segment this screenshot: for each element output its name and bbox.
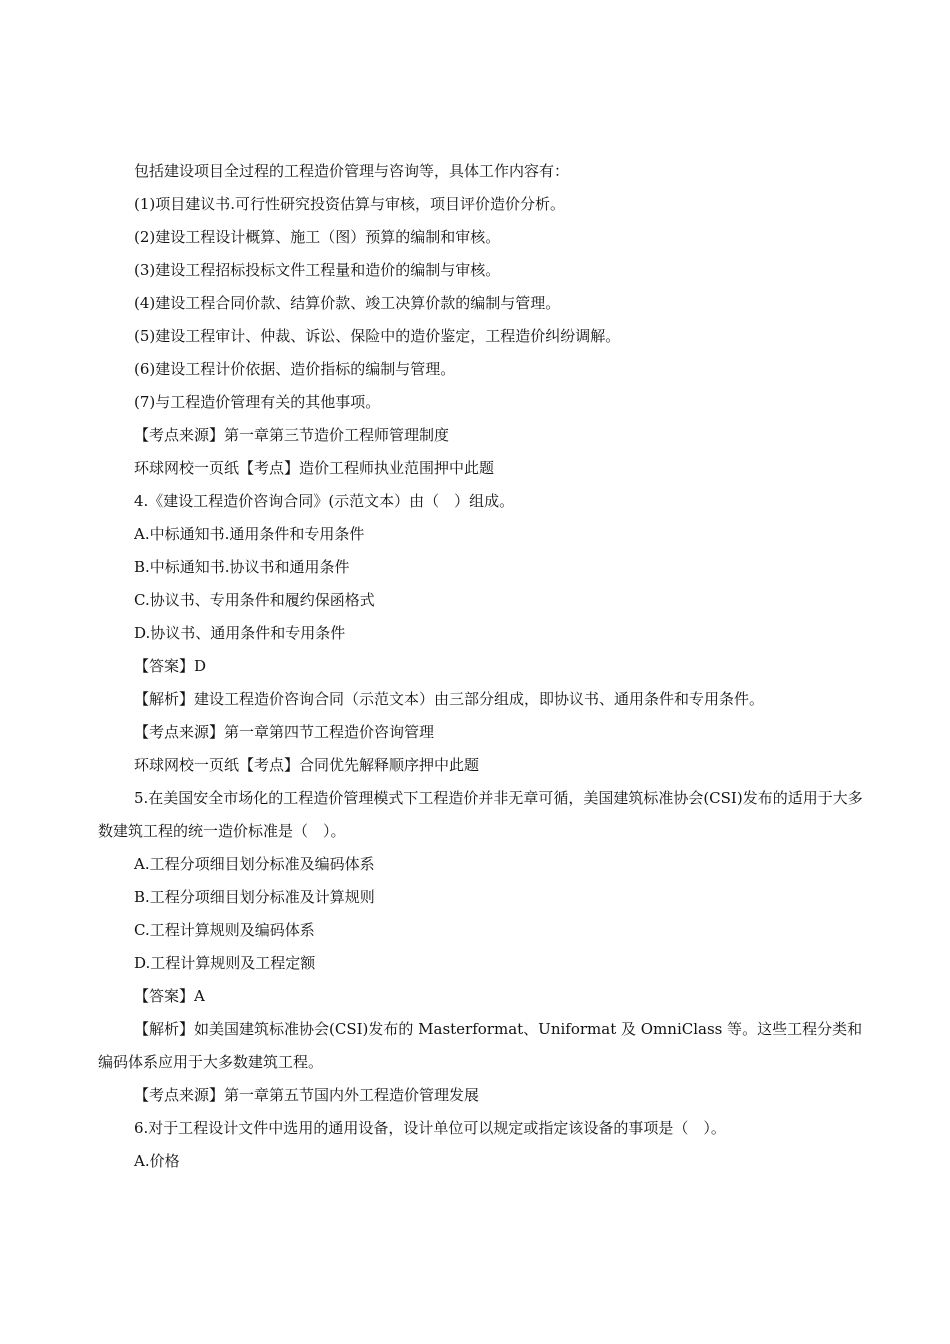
analysis: 【解析】建设工程造价咨询合同（示范文本）由三部分组成，即协议书、通用条件和专用条件。	[134, 690, 765, 708]
text-line: 包括建设项目全过程的工程造价管理与咨询等，具体工作内容有：	[134, 162, 570, 180]
source-note: 【考点来源】第一章第三节造价工程师管理制度	[134, 426, 450, 444]
option-c: C.工程计算规则及编码体系	[134, 921, 315, 939]
list-item: (6)建设工程计价依据、造价指标的编制与管理。	[134, 360, 456, 378]
list-item: (1)项目建议书.可行性研究投资估算与审核，项目评价造价分析。	[134, 195, 566, 213]
answer: 【答案】D	[134, 657, 207, 675]
option-d: D.协议书、通用条件和专用条件	[134, 624, 346, 642]
option-a: A.价格	[134, 1152, 180, 1170]
option-d: D.工程计算规则及工程定额	[134, 954, 316, 972]
option-c: C.协议书、专用条件和履约保函格式	[134, 591, 375, 609]
promo-note: 环球网校一页纸【考点】合同优先解释顺序押中此题	[134, 756, 480, 774]
option-b: B.中标通知书.协议书和通用条件	[134, 558, 350, 576]
list-item: (7)与工程造价管理有关的其他事项。	[134, 393, 381, 411]
option-a: A.中标通知书.通用条件和专用条件	[134, 525, 365, 543]
source-note: 【考点来源】第一章第四节工程造价咨询管理	[134, 723, 435, 741]
option-b: B.工程分项细目划分标准及计算规则	[134, 888, 375, 906]
option-a: A.工程分项细目划分标准及编码体系	[134, 855, 375, 873]
list-item: (3)建设工程招标投标文件工程量和造价的编制与审核。	[134, 261, 501, 279]
answer: 【答案】A	[134, 987, 205, 1005]
list-item: (5)建设工程审计、仲裁、诉讼、保险中的造价鉴定，工程造价纠纷调解。	[134, 327, 621, 345]
source-note: 【考点来源】第一章第五节国内外工程造价管理发展	[134, 1086, 480, 1104]
list-item: (2)建设工程设计概算、施工（图）预算的编制和审核。	[134, 228, 501, 246]
promo-note: 环球网校一页纸【考点】造价工程师执业范围押中此题	[134, 459, 495, 477]
question-4: 4.《建设工程造价咨询合同》(示范文本）由（ ）组成。	[134, 492, 515, 510]
list-item: (4)建设工程合同价款、结算价款、竣工决算价款的编制与管理。	[134, 294, 561, 312]
document-body	[98, 155, 868, 1178]
question-5: 5.在美国安全市场化的工程造价管理模式下工程造价并非无章可循，美国建筑标准协会(CSI)发布的适用于大多数建筑工程的统一造价标准是（ ）。	[98, 789, 863, 840]
question-6: 6.对于工程设计文件中选用的通用设备，设计单位可以规定或指定该设备的事项是（ ）。	[134, 1119, 726, 1137]
analysis: 【解析】如美国建筑标准协会(CSI)发布的 Masterformat、Uniformat 及 OmniClass 等。这些工程分类和编码体系应用于大多数建筑工程。	[98, 1020, 863, 1071]
